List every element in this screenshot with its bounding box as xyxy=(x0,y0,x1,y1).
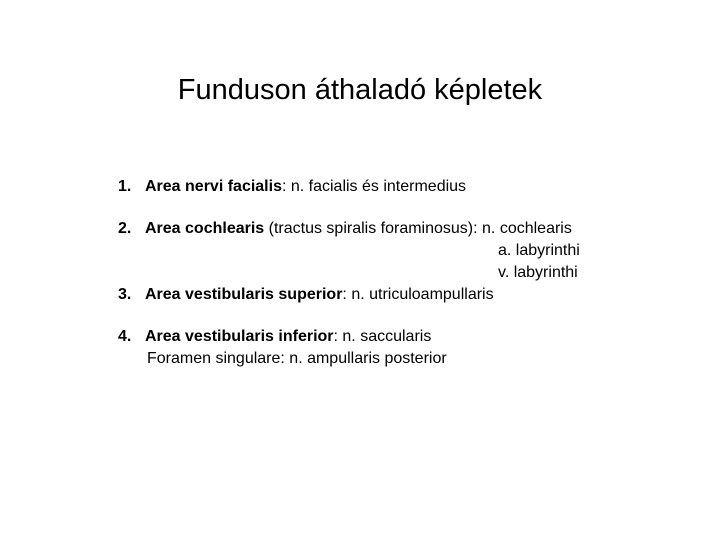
item-number: 4. xyxy=(118,328,132,345)
continuation-line-v-labyrinthi: v. labyrinthi xyxy=(498,264,578,281)
item-term: Area nervi facialis xyxy=(145,178,282,195)
foramen-singulare-line: Foramen singulare: n. ampullaris posterior xyxy=(147,350,447,367)
item-description: : n. saccularis xyxy=(333,328,432,345)
item-term: Area vestibularis superior xyxy=(145,286,343,303)
list-item-area-cochlearis xyxy=(118,218,678,284)
structure-list xyxy=(118,176,678,370)
item-number: 2. xyxy=(118,220,132,237)
list-item-area-nervi-facialis xyxy=(118,176,678,198)
item-description: : n. utriculoampullaris xyxy=(342,286,494,303)
continuation-line-a-labyrinthi: a. labyrinthi xyxy=(498,242,580,259)
slide-title: Funduson áthaladó képletek xyxy=(177,74,543,106)
item-description: : n. facialis és intermedius xyxy=(281,178,467,195)
item-number: 1. xyxy=(118,178,132,195)
list-item-area-vestibularis-superior xyxy=(118,284,678,306)
item-number: 3. xyxy=(118,286,132,303)
item-term: Area vestibularis inferior xyxy=(145,328,334,345)
item-term: Area cochlearis xyxy=(145,220,265,237)
list-item-area-vestibularis-inferior xyxy=(118,326,678,370)
item-description: (tractus spiralis foraminosus): n. cochlearis xyxy=(264,220,572,237)
